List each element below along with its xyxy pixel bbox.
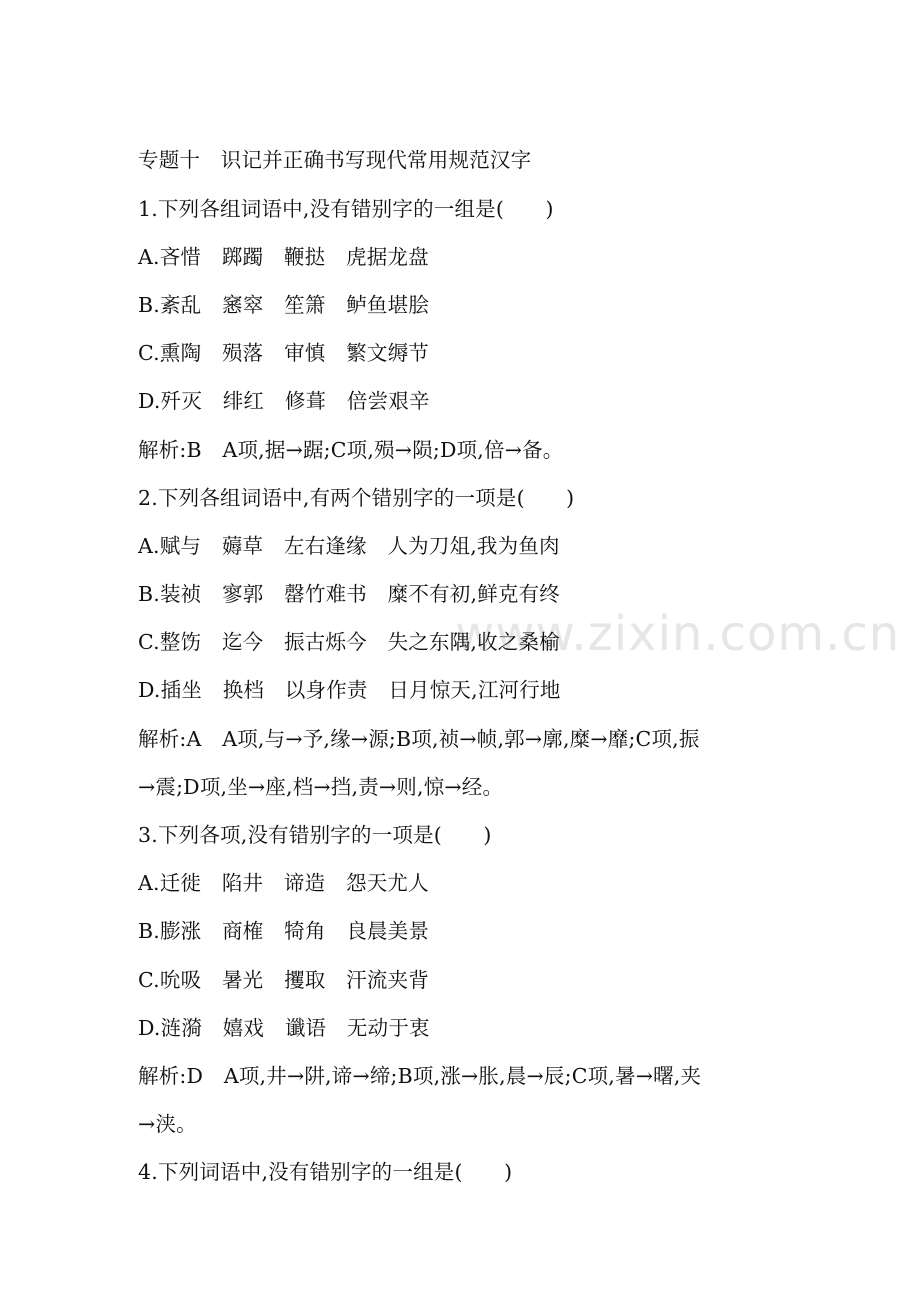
question-1-option-d: D.歼灭 绯红 修葺 倍尝艰辛 <box>138 389 430 413</box>
question-1-answer: 解析:B A项,据→踞;C项,殒→陨;D项,倍→备。 <box>138 438 564 462</box>
question-3-answer: 解析:D A项,井→阱,谛→缔;B项,涨→胀,晨→辰;C项,暑→曙,夹 <box>138 1064 702 1088</box>
question-3-stem: 3.下列各项,没有错别字的一项是( ) <box>138 823 492 847</box>
watermark: www.zixin.com.cn <box>455 606 901 662</box>
question-3-option-a: A.迁徙 陷井 谛造 怨天尤人 <box>138 871 429 895</box>
question-4-stem: 4.下列词语中,没有错别字的一组是( ) <box>138 1160 513 1184</box>
question-2-option-a: A.赋与 薅草 左右逢缘 人为刀俎,我为鱼肉 <box>138 534 560 558</box>
question-1-option-a: A.吝惜 踯躅 鞭挞 虎据龙盘 <box>138 245 429 269</box>
question-1-option-b: B.紊乱 窸窣 笙箫 鲈鱼堪脍 <box>138 293 430 317</box>
question-1-stem: 1.下列各组词语中,没有错别字的一组是( ) <box>138 197 554 221</box>
question-3-option-c: C.吮吸 暑光 攫取 汗流夹背 <box>138 968 429 992</box>
question-2-answer-cont: →震;D项,坐→座,档→挡,责→则,惊→经。 <box>138 775 504 799</box>
question-2-option-b: B.装祯 寥郭 罄竹难书 糜不有初,鲜克有终 <box>138 582 560 606</box>
question-2-stem: 2.下列各组词语中,有两个错别字的一项是( ) <box>138 486 575 510</box>
question-1-option-c: C.熏陶 殒落 审慎 繁文缛节 <box>138 341 429 365</box>
question-2-option-d: D.插坐 换档 以身作责 日月惊天,江河行地 <box>138 678 561 702</box>
question-2-answer: 解析:A A项,与→予,缘→源;B项,祯→帧,郭→廓,糜→靡;C项,振 <box>138 727 700 751</box>
section-title: 专题十 识记并正确书写现代常用规范汉字 <box>138 148 532 172</box>
question-3-answer-cont: →浃。 <box>138 1112 197 1136</box>
question-2-option-c: C.整饬 迄今 振古烁今 失之东隅,收之桑榆 <box>138 630 560 654</box>
question-3-option-b: B.膨涨 商榷 犄角 良晨美景 <box>138 919 430 943</box>
question-3-option-d: D.涟漪 嬉戏 谶语 无动于衷 <box>138 1016 430 1040</box>
